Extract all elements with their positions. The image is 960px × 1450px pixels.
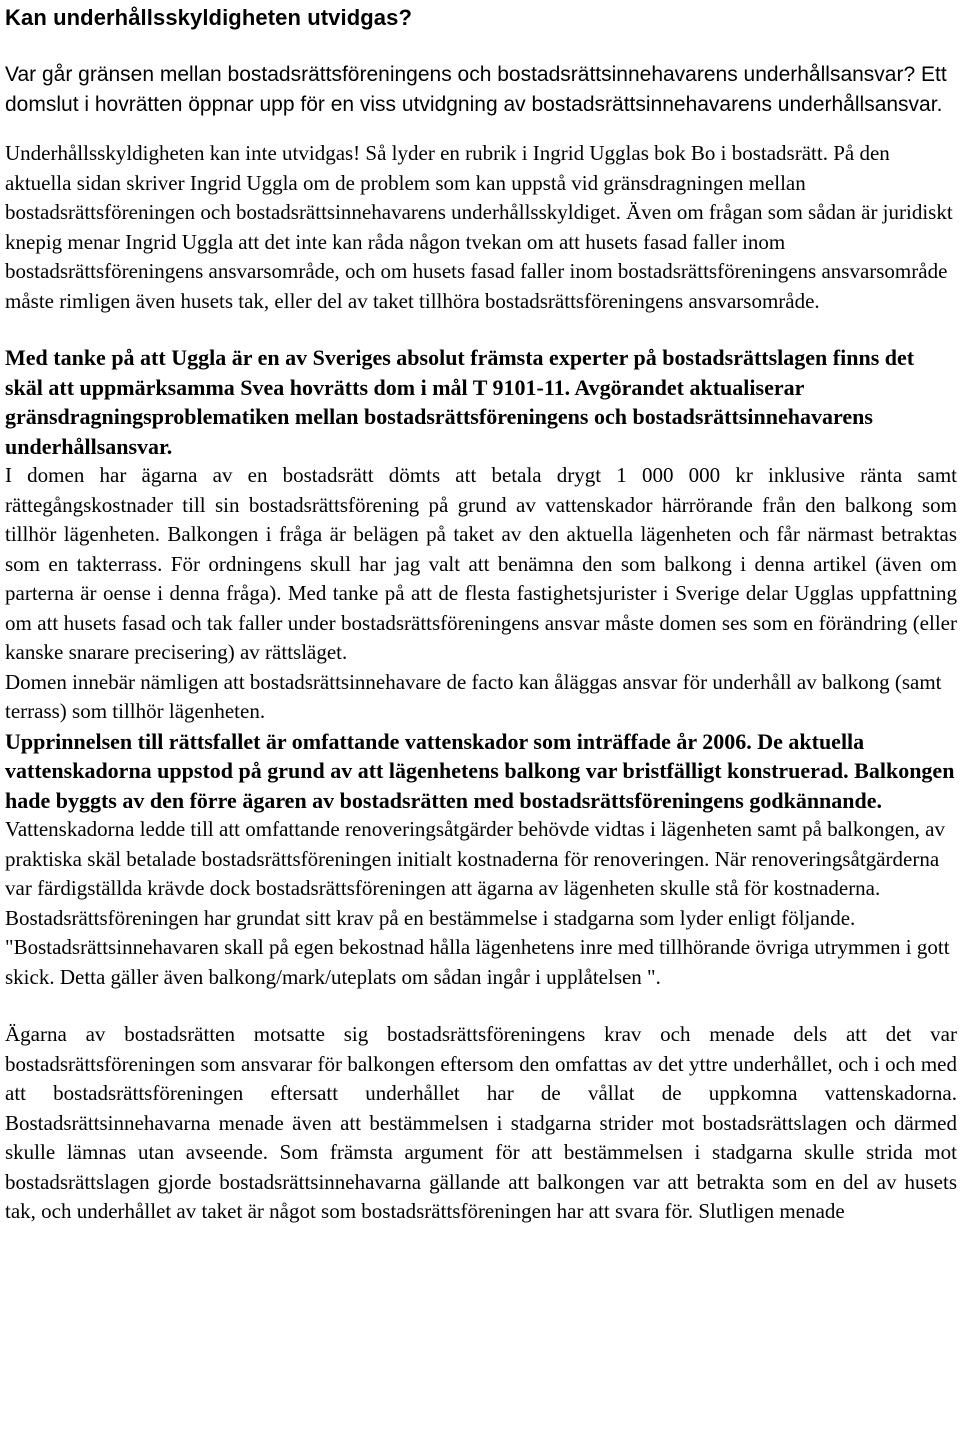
paragraph-vattenskadorna: Vattenskadorna ledde till att omfattande renoveringsåtgärder behövde vidtas i lägenheten samt på balkongen, av praktiska skäl betalade bostadsrättsföreningen initialt kostnaderna för renoveringen. När renoveringsåtgärderna var färdigställda krävde dock bostadsrättsföreningen att ägarna av lägenheten skulle stå för kostnaderna. Bostadsrättsföreningen har grundat sitt krav på en bestämmelse i stadgarna som lyder enligt följande. [5, 817, 946, 930]
paragraph-agarna-motsatte: Ägarna av bostadsrätten motsatte sig bostadsrättsföreningens krav och menade dels att det var bostadsrättsföreningen som ansvarar för balkongen eftersom den omfattas av det yttre underhållet, och i och med att bostadsrättsföreningen eftersatt underhållet har de vållat de uppkomna vattenskadorna. Bostadsrättsinnehavarna menade även att bestämmelsen i stadgarna strider mot bostadsrättslagen och därmed skulle lämnas utan avseende. Som främsta argument för att bestämmelsen i stadgarna skulle strida mot bostadsrättslagen gjorde bostadsrättsinnehavarna gällande att balkongen var att betrakta som en del av husets tak, och underhållet av taket är något som bostadsrättsföreningen har att svara för. Slutligen menade [5, 1022, 957, 1223]
article-title: Kan underhållsskyldigheten utvidgas? [5, 5, 413, 30]
stadgar-quote: "Bostadsrättsinnehavaren skall på egen bekostnad hålla lägenhetens inre med tillhörande övriga utrymmen i gott skick. Detta gäller även balkong/mark/uteplats om sådan ingår i upplåtelsen ". [5, 935, 950, 989]
paragraph-uggla-book: Underhållsskyldigheten kan inte utvidgas! Så lyder en rubrik i Ingrid Ugglas bok Bo i bostadsrätt. På den aktuella sidan skriver Ingrid Uggla om de problem som kan uppstå vid gränsdragningen mellan bostadsrättsföreningen och bostadsrättsinnehavarens underhållsskyldiget. Även om frågan som sådan är juridiskt knepig menar Ingrid Uggla att det inte kan råda någon tvekan om att husets fasad faller inom bostadsrättsföreningens ansvarsområde, och om husets fasad faller inom bostadsrättsföreningens ansvarsområde måste rimligen även husets tak, eller del av taket tillhöra bostadsrättsföreningens ansvarsområde. [5, 141, 953, 313]
article-intro: Var går gränsen mellan bostadsrättsföreningens och bostadsrättsinnehavarens underhållsansvar? Ett domslut i hovrätten öppnar upp för en viss utvidgning av bostadsrättsinnehavarens underhållsansvar. [5, 63, 947, 116]
paragraph-upprinnelsen: Upprinnelsen till rättsfallet är omfattande vattenskador som inträffade år 2006. De aktuella vattenskadorna uppstod på grund av att lägenhetens balkong var bristfälligt konstruerad. Balkongen hade byggts av den förre ägaren av bostadsrätten med bostadsrättsföreningens godkännande. [5, 728, 955, 813]
paragraph-hovratt-dom: Med tanke på att Uggla är en av Sveriges absolut främsta experter på bostadsrättslagen finns det skäl att uppmärksamma Svea hovrätts dom i mål T 9101-11. Avgörandet aktualiserar gränsdragningsproblematiken mellan bostadsrättsföreningens och bostadsrättsinnehavarens underhållsansvar. [5, 345, 915, 459]
document-page [5, 0, 957, 1227]
paragraph-domen-balkong: I domen har ägarna av en bostadsrätt dömts att betala drygt 1 000 000 kr inklusive ränta samt rättegångskostnader till sin bostadsrättsförening på grund av vattenskador härrörande från den balkong som tillhör lägenheten. Balkongen i fråga är belägen på taket av den aktuella lägenheten och får närmast betraktas som en takterrass. För ordningens skull har jag valt att benämna den som balkong i denna artikel (även om parterna är oense i denna fråga). Med tanke på att de flesta fastighetsjurister i Sverige delar Ugglas uppfattning om att husets fasad och tak faller under bostadsrättsföreningens ansvar måste domen ses som en förändring (eller kanske snarare precisering) av rättsläget. [5, 463, 957, 664]
paragraph-domen-innebar: Domen innebär nämligen att bostadsrättsinnehavare de facto kan åläggas ansvar för underhåll av balkong (samt terrass) som tillhör lägenheten. [5, 669, 942, 723]
